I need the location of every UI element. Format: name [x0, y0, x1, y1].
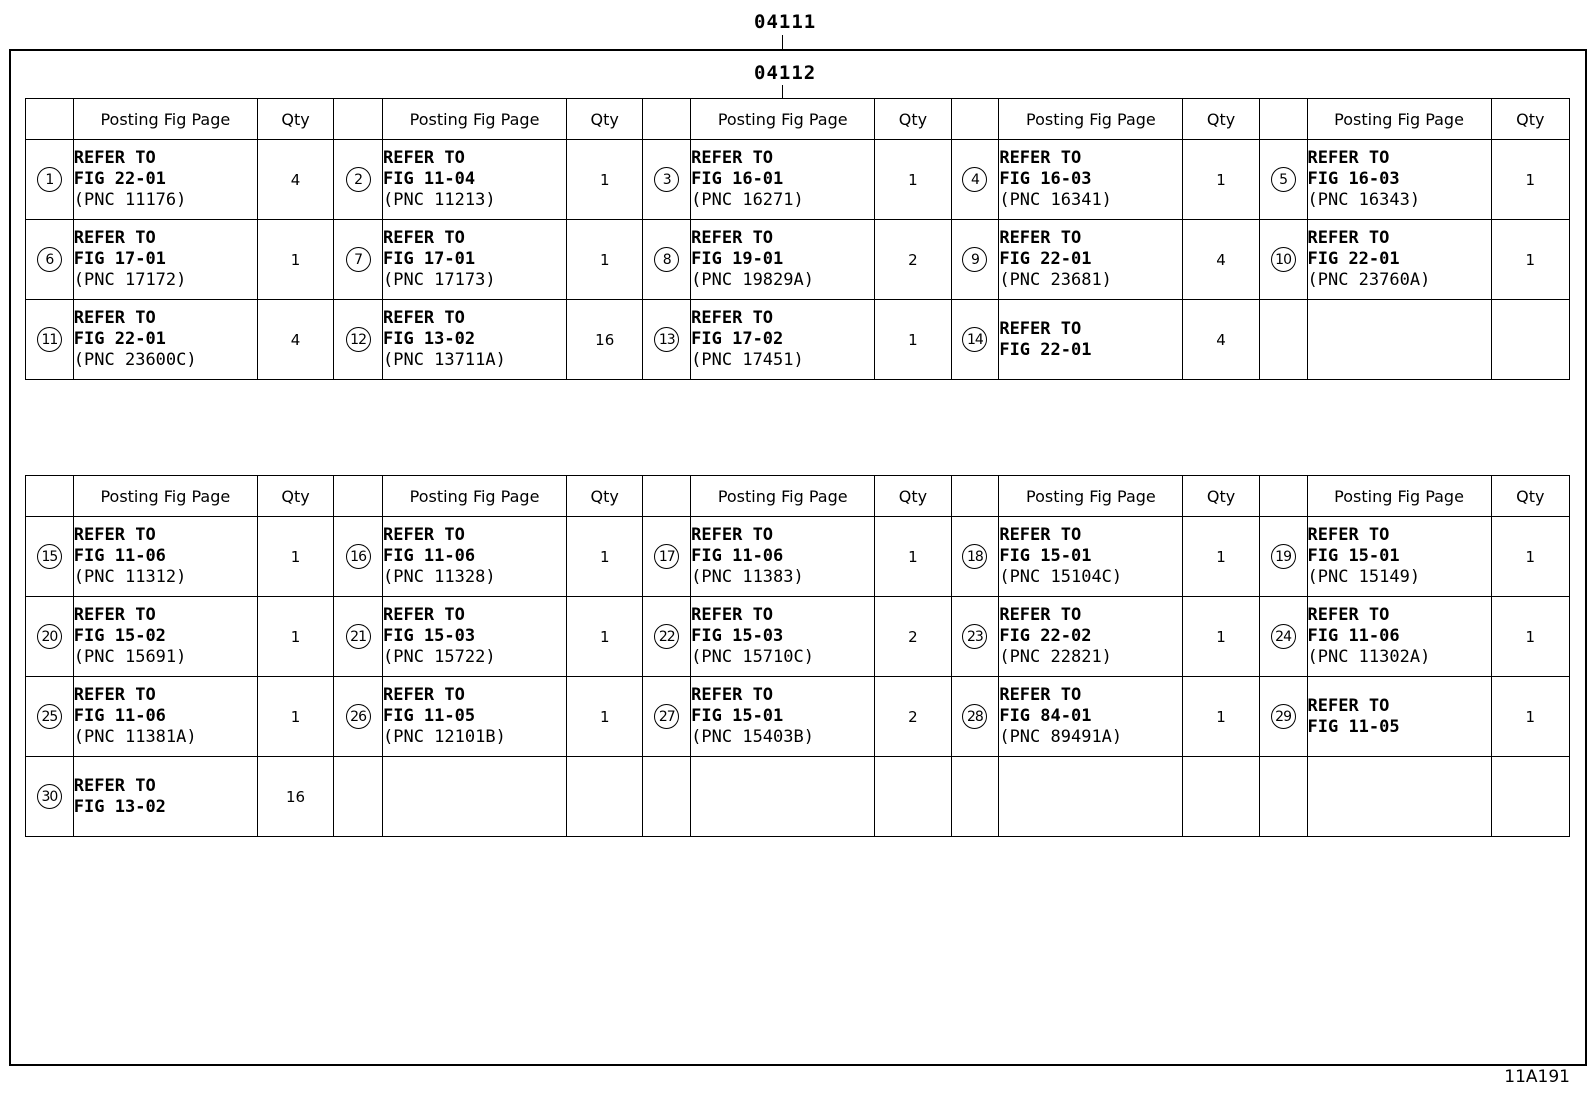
item-number-cell: [26, 300, 74, 380]
qty-cell: 4: [1183, 300, 1259, 380]
refer-to-text: REFER TO: [999, 148, 1082, 168]
qty-cell: 1: [875, 517, 951, 597]
fig-page-text: FIG 15-03: [691, 626, 784, 646]
fig-page-text: FIG 11-06: [73, 706, 166, 726]
refer-to-cell: [999, 517, 1183, 597]
pnc-text: (PNC 17172): [73, 270, 187, 290]
pnc-text: (PNC 16343): [1307, 190, 1421, 210]
header-row: [26, 99, 1570, 140]
fig-page-text: FIG 22-01: [999, 249, 1092, 269]
item-number-cell: [1259, 677, 1307, 757]
refer-to-cell: [999, 140, 1183, 220]
item-number-circle: 3: [654, 167, 679, 192]
refer-to-cell: [73, 140, 257, 220]
item-number-circle: 13: [654, 327, 679, 352]
refer-to-cell: [73, 220, 257, 300]
table-row: [26, 757, 1570, 837]
refer-to-cell: [1307, 140, 1491, 220]
item-number-cell: [334, 220, 383, 300]
pnc-text: (PNC 11176): [73, 190, 187, 210]
refer-to-cell: [999, 220, 1183, 300]
refer-to-text: REFER TO: [691, 605, 774, 625]
item-number-circle: 30: [37, 784, 62, 809]
refer-to-cell: [73, 300, 257, 380]
fig-page-text: FIG 11-06: [382, 546, 476, 566]
refer-to-text: REFER TO: [691, 525, 774, 545]
refer-to-text: REFER TO: [382, 525, 465, 545]
fig-page-text: FIG 11-06: [691, 546, 784, 566]
header-qty: Qty: [567, 476, 643, 517]
header-num-cell: [951, 476, 999, 517]
header-fig-page: Posting Fig Page: [382, 476, 566, 517]
item-number-cell: [643, 597, 691, 677]
pnc-text: (PNC 23760A): [1307, 270, 1431, 290]
refer-to-text: REFER TO: [1307, 605, 1390, 625]
parts-table-upper: [25, 98, 1570, 380]
item-number-cell: [951, 140, 999, 220]
item-number-cell: [951, 220, 999, 300]
fig-page-text: FIG 17-01: [382, 249, 476, 269]
item-number-circle: 15: [37, 544, 62, 569]
pnc-text: (PNC 15403B): [691, 727, 814, 747]
pnc-text: (PNC 11383): [691, 567, 804, 587]
item-number-circle: 21: [346, 624, 371, 649]
header-num-cell: [334, 99, 383, 140]
qty-cell: 1: [1491, 677, 1569, 757]
refer-to-cell: [691, 140, 875, 220]
parts-table-lower: [25, 475, 1570, 837]
pnc-text: (PNC 15722): [382, 647, 496, 667]
qty-cell: 1: [875, 140, 951, 220]
illustration-code: 11A191: [1504, 1067, 1570, 1087]
table-header: [26, 99, 1570, 140]
refer-to-cell: [73, 677, 257, 757]
qty-cell: 2: [875, 220, 951, 300]
header-num-cell: [643, 476, 691, 517]
qty-cell: 1: [257, 517, 333, 597]
item-number-circle: 20: [37, 624, 62, 649]
item-number-cell: [1259, 140, 1307, 220]
pnc-text: (PNC 23681): [999, 270, 1112, 290]
qty-cell: 4: [257, 140, 333, 220]
item-number-cell: [951, 757, 999, 837]
pnc-text: (PNC 12101B): [382, 727, 506, 747]
fig-page-text: FIG 15-03: [382, 626, 476, 646]
fig-page-text: FIG 11-05: [382, 706, 476, 726]
refer-to-cell: [691, 517, 875, 597]
refer-to-text: REFER TO: [73, 228, 156, 248]
header-num-cell: [951, 99, 999, 140]
qty-cell: 1: [257, 677, 333, 757]
refer-to-text: REFER TO: [691, 228, 774, 248]
item-number-circle: 26: [346, 704, 371, 729]
header-qty: Qty: [875, 99, 951, 140]
item-number-cell: [26, 597, 74, 677]
refer-to-text: REFER TO: [73, 685, 156, 705]
refer-to-text: REFER TO: [1307, 695, 1390, 716]
pnc-text: (PNC 11312): [73, 567, 187, 587]
refer-to-cell: [382, 140, 566, 220]
item-number-cell: [26, 757, 74, 837]
refer-to-cell: [1307, 677, 1491, 757]
refer-to-cell: [691, 597, 875, 677]
item-number-cell: [1259, 517, 1307, 597]
item-number-cell: [26, 517, 74, 597]
header-fig-page: Posting Fig Page: [73, 476, 257, 517]
qty-cell: 1: [875, 300, 951, 380]
header-num-cell: [26, 99, 74, 140]
item-number-circle: 10: [1271, 247, 1296, 272]
item-number-cell: [643, 677, 691, 757]
fig-page-text: FIG 22-01: [1307, 249, 1400, 269]
refer-to-cell: [73, 757, 257, 837]
item-number-cell: [1259, 757, 1307, 837]
qty-cell: [1491, 300, 1569, 380]
item-number-cell: [334, 597, 383, 677]
table-row: [26, 300, 1570, 380]
qty-cell: 1: [257, 220, 333, 300]
item-number-cell: [951, 597, 999, 677]
item-number-cell: [643, 140, 691, 220]
qty-cell: [1491, 757, 1569, 837]
qty-cell: [567, 757, 643, 837]
refer-to-text: REFER TO: [999, 228, 1082, 248]
pnc-text: (PNC 17173): [382, 270, 496, 290]
refer-to-text: REFER TO: [1307, 525, 1390, 545]
pnc-text: (PNC 15104C): [999, 567, 1123, 587]
header-num-cell: [1259, 99, 1307, 140]
item-number-cell: [334, 757, 383, 837]
refer-to-text: REFER TO: [73, 605, 156, 625]
qty-cell: 1: [1183, 677, 1259, 757]
refer-to-cell: [382, 517, 566, 597]
pnc-text: (PNC 16271): [691, 190, 804, 210]
refer-to-cell: [73, 597, 257, 677]
pnc-text: (PNC 15691): [73, 647, 187, 667]
table-row: [26, 140, 1570, 220]
item-number-circle: 6: [37, 247, 62, 272]
item-number-circle: 27: [654, 704, 679, 729]
item-number-cell: [26, 677, 74, 757]
qty-cell: 4: [257, 300, 333, 380]
fig-page-text: FIG 17-01: [73, 249, 166, 269]
refer-to-cell: [382, 220, 566, 300]
table-row: [26, 677, 1570, 757]
item-number-cell: [334, 677, 383, 757]
fig-page-text: FIG 19-01: [691, 249, 784, 269]
item-number-circle: 18: [962, 544, 987, 569]
refer-to-text: REFER TO: [691, 685, 774, 705]
qty-cell: 2: [875, 597, 951, 677]
item-number-circle: 8: [654, 247, 679, 272]
pnc-text: (PNC 17451): [691, 350, 804, 370]
pnc-text: (PNC 11328): [382, 567, 496, 587]
item-number-circle: 22: [654, 624, 679, 649]
refer-to-cell: [1307, 757, 1491, 837]
refer-to-text: REFER TO: [691, 308, 774, 328]
header-fig-page: Posting Fig Page: [1307, 99, 1491, 140]
header-qty: Qty: [875, 476, 951, 517]
header-fig-page: Posting Fig Page: [1307, 476, 1491, 517]
refer-to-cell: [382, 677, 566, 757]
refer-to-text: REFER TO: [73, 525, 156, 545]
qty-cell: 1: [1183, 517, 1259, 597]
item-number-circle: 16: [346, 544, 371, 569]
item-number-cell: [334, 517, 383, 597]
refer-to-cell: [1307, 517, 1491, 597]
item-number-circle: 4: [962, 167, 987, 192]
fig-page-text: FIG 11-06: [1307, 626, 1400, 646]
qty-cell: 1: [257, 597, 333, 677]
item-number-circle: 23: [962, 624, 987, 649]
qty-cell: 1: [1491, 517, 1569, 597]
item-number-cell: [334, 140, 383, 220]
qty-cell: 1: [567, 220, 643, 300]
fig-page-text: FIG 15-01: [1307, 546, 1400, 566]
qty-cell: 1: [1491, 597, 1569, 677]
refer-to-cell: [1307, 300, 1491, 380]
header-fig-page: Posting Fig Page: [999, 99, 1183, 140]
item-number-circle: 17: [654, 544, 679, 569]
item-number-cell: [26, 220, 74, 300]
refer-to-text: REFER TO: [691, 148, 774, 168]
item-number-cell: [643, 757, 691, 837]
header-qty: Qty: [1491, 99, 1569, 140]
qty-cell: [875, 757, 951, 837]
refer-to-cell: [382, 757, 566, 837]
qty-cell: 1: [1491, 220, 1569, 300]
header-qty: Qty: [257, 99, 333, 140]
fig-page-text: FIG 15-01: [999, 546, 1092, 566]
fig-page-text: FIG 13-02: [382, 329, 476, 349]
item-number-circle: 14: [962, 327, 987, 352]
refer-to-cell: [1307, 597, 1491, 677]
refer-to-text: REFER TO: [999, 525, 1082, 545]
fig-page-text: FIG 17-02: [691, 329, 784, 349]
refer-to-text: REFER TO: [382, 148, 465, 168]
item-number-circle: 29: [1271, 704, 1296, 729]
pnc-text: (PNC 13711A): [382, 350, 506, 370]
header-qty: Qty: [1183, 99, 1259, 140]
header-fig-page: Posting Fig Page: [382, 99, 566, 140]
fig-page-text: FIG 16-01: [691, 169, 784, 189]
fig-page-text: FIG 11-04: [382, 169, 476, 189]
header-num-cell: [1259, 476, 1307, 517]
fig-page-text: FIG 22-01: [999, 339, 1092, 360]
fig-page-text: FIG 15-01: [691, 706, 784, 726]
refer-to-text: REFER TO: [1307, 148, 1390, 168]
item-number-cell: [951, 517, 999, 597]
header-fig-page: Posting Fig Page: [999, 476, 1183, 517]
fig-page-text: FIG 16-03: [999, 169, 1092, 189]
qty-cell: 1: [567, 140, 643, 220]
refer-to-text: REFER TO: [73, 308, 156, 328]
item-number-circle: 12: [346, 327, 371, 352]
refer-to-cell: [1307, 220, 1491, 300]
assembly-number-top: 04111: [754, 11, 817, 33]
pnc-text: (PNC 19829A): [691, 270, 814, 290]
pnc-text: (PNC 11302A): [1307, 647, 1431, 667]
header-row: [26, 476, 1570, 517]
assembly-number-sub: 04112: [754, 62, 817, 84]
qty-cell: [1183, 757, 1259, 837]
refer-to-text: REFER TO: [1307, 228, 1390, 248]
refer-to-text: REFER TO: [73, 775, 156, 796]
fig-page-text: FIG 22-01: [73, 329, 166, 349]
qty-cell: 2: [875, 677, 951, 757]
refer-to-cell: [691, 677, 875, 757]
item-number-circle: 11: [37, 327, 62, 352]
header-qty: Qty: [567, 99, 643, 140]
refer-to-cell: [382, 597, 566, 677]
item-number-circle: 25: [37, 704, 62, 729]
refer-to-cell: [999, 300, 1183, 380]
refer-to-cell: [382, 300, 566, 380]
pnc-text: (PNC 22821): [999, 647, 1112, 667]
refer-to-cell: [73, 517, 257, 597]
header-fig-page: Posting Fig Page: [73, 99, 257, 140]
refer-to-text: REFER TO: [999, 685, 1082, 705]
header-fig-page: Posting Fig Page: [691, 99, 875, 140]
refer-to-text: REFER TO: [382, 685, 465, 705]
refer-to-cell: [691, 757, 875, 837]
pnc-text: (PNC 11213): [382, 190, 496, 210]
leader-line-top: [782, 35, 783, 49]
item-number-cell: [1259, 220, 1307, 300]
item-number-circle: 24: [1271, 624, 1296, 649]
item-number-circle: 28: [962, 704, 987, 729]
table-header: [26, 476, 1570, 517]
refer-to-cell: [691, 220, 875, 300]
pnc-text: (PNC 89491A): [999, 727, 1123, 747]
fig-page-text: FIG 16-03: [1307, 169, 1400, 189]
table-row: [26, 517, 1570, 597]
qty-cell: 1: [1183, 597, 1259, 677]
refer-to-text: REFER TO: [382, 605, 465, 625]
pnc-text: (PNC 15149): [1307, 567, 1421, 587]
fig-page-text: FIG 22-01: [73, 169, 166, 189]
item-number-circle: 5: [1271, 167, 1296, 192]
item-number-cell: [643, 300, 691, 380]
item-number-cell: [951, 300, 999, 380]
qty-cell: 1: [567, 677, 643, 757]
item-number-circle: 9: [962, 247, 987, 272]
refer-to-text: REFER TO: [999, 605, 1082, 625]
qty-cell: 1: [1183, 140, 1259, 220]
refer-to-cell: [691, 300, 875, 380]
fig-page-text: FIG 84-01: [999, 706, 1092, 726]
qty-cell: 1: [567, 517, 643, 597]
qty-cell: 16: [567, 300, 643, 380]
header-fig-page: Posting Fig Page: [691, 476, 875, 517]
table-row: [26, 597, 1570, 677]
table-row: [26, 220, 1570, 300]
header-num-cell: [643, 99, 691, 140]
item-number-cell: [334, 300, 383, 380]
qty-cell: 1: [567, 597, 643, 677]
refer-to-cell: [999, 597, 1183, 677]
item-number-cell: [643, 220, 691, 300]
item-number-cell: [951, 677, 999, 757]
pnc-text: (PNC 15710C): [691, 647, 814, 667]
item-number-cell: [643, 517, 691, 597]
leader-line-sub: [782, 85, 783, 99]
refer-to-text: REFER TO: [73, 148, 156, 168]
fig-page-text: FIG 13-02: [73, 796, 166, 817]
fig-page-text: FIG 11-06: [73, 546, 166, 566]
header-num-cell: [334, 476, 383, 517]
item-number-cell: [1259, 300, 1307, 380]
item-number-circle: 2: [346, 167, 371, 192]
item-number-circle: 19: [1271, 544, 1296, 569]
item-number-cell: [26, 140, 74, 220]
header-qty: Qty: [1183, 476, 1259, 517]
fig-page-text: FIG 15-02: [73, 626, 166, 646]
item-number-cell: [1259, 597, 1307, 677]
header-qty: Qty: [1491, 476, 1569, 517]
pnc-text: (PNC 16341): [999, 190, 1112, 210]
item-number-circle: 7: [346, 247, 371, 272]
header-qty: Qty: [257, 476, 333, 517]
refer-to-text: REFER TO: [382, 228, 465, 248]
refer-to-text: REFER TO: [382, 308, 465, 328]
qty-cell: 4: [1183, 220, 1259, 300]
refer-to-text: REFER TO: [999, 318, 1082, 339]
pnc-text: (PNC 23600C): [73, 350, 197, 370]
pnc-text: (PNC 11381A): [73, 727, 197, 747]
qty-cell: 16: [257, 757, 333, 837]
header-num-cell: [26, 476, 74, 517]
qty-cell: 1: [1491, 140, 1569, 220]
fig-page-text: FIG 11-05: [1307, 716, 1400, 737]
refer-to-cell: [999, 677, 1183, 757]
fig-page-text: FIG 22-02: [999, 626, 1092, 646]
refer-to-cell: [999, 757, 1183, 837]
item-number-circle: 1: [37, 167, 62, 192]
